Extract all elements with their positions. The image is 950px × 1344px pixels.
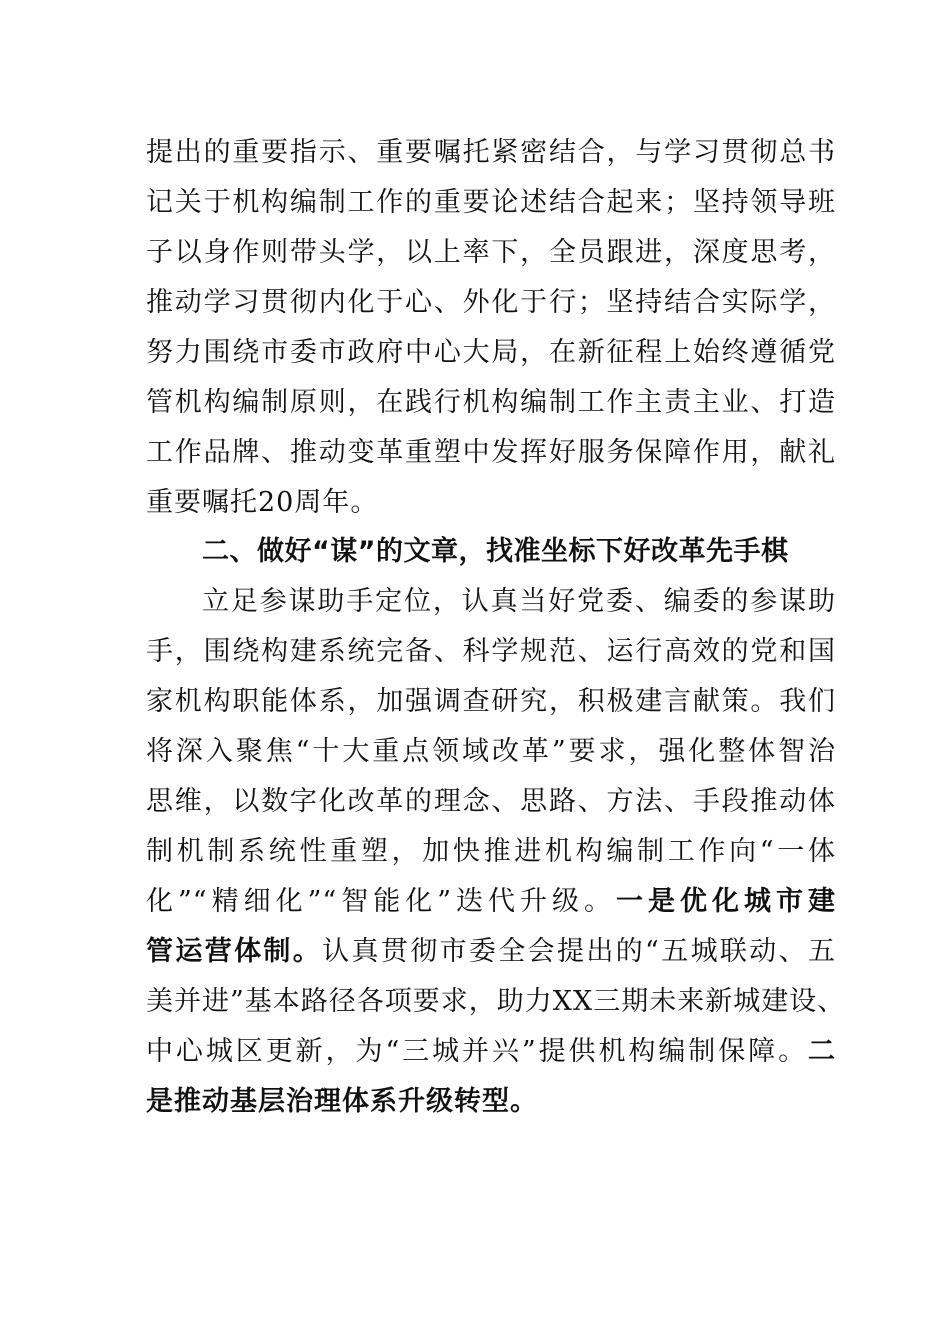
paragraph-line: 管机构编制原则，在践行机构编制工作主责主业、打造 [146, 387, 836, 418]
paragraph-line [146, 877, 836, 927]
paragraph-line: 提出的重要指示、重要嘱托紧密结合，与学习贯彻总书 [146, 137, 836, 168]
bold-point-two: 是推动基层治理体系升级转型。 [146, 1086, 538, 1117]
paragraph-line: 制机制系统性重塑，加快推进机构编制工作向“一体 [146, 836, 836, 867]
line-text: 化”“精细化”“智能化”迭代升级。 [146, 886, 617, 917]
paragraph-line: 努力围绕市委市政府中心大局，在新征程上始终遵循党 [146, 337, 836, 368]
line-text: 中心城区更新，为“三城并兴”提供机构编制保障。 [146, 1036, 808, 1067]
bold-point-one: 管运营体制。 [146, 936, 323, 967]
section-2-heading: 二、做好“谋”的文章，找准坐标下好改革先手棋 [202, 536, 789, 567]
paragraph-line: 重要嘱托20周年。 [146, 487, 379, 518]
paragraph-1 [146, 128, 836, 528]
paragraph-line: 手，围绕构建系统完备、科学规范、运行高效的党和国 [146, 636, 836, 667]
bold-point-two: 二 [808, 1036, 836, 1067]
paragraph-line: 推动学习贯彻内化于心、外化于行；坚持结合实际学， [146, 287, 836, 318]
paragraph-line [146, 1027, 836, 1077]
paragraph-line: 子以身作则带头学，以上率下，全员跟进，深度思考， [146, 237, 836, 268]
paragraph-line: 立足参谋助手定位，认真当好党委、编委的参谋助 [202, 586, 836, 617]
paragraph-line: 家机构职能体系，加强调查研究，积极建言献策。我们 [146, 686, 836, 717]
paragraph-line: 美并进”基本路径各项要求，助力XX三期未来新城建设、 [146, 986, 846, 1017]
bold-point-one: 一是优化城市建 [616, 886, 837, 917]
paragraph-line: 工作品牌、推动变革重塑中发挥好服务保障作用，献礼 [146, 437, 836, 468]
paragraph-line: 记关于机构编制工作的重要论述结合起来；坚持领导班 [146, 187, 836, 218]
line-text: 认真贯彻市委全会提出的“五城联动、五 [322, 936, 836, 967]
section-heading [146, 527, 836, 577]
paragraph-2 [146, 577, 846, 1127]
paragraph-line: 将深入聚焦“十大重点领域改革”要求，强化整体智治 [146, 736, 836, 767]
paragraph-line: 思维，以数字化改革的理念、思路、方法、手段推动体 [146, 786, 836, 817]
paragraph-line [146, 927, 836, 977]
